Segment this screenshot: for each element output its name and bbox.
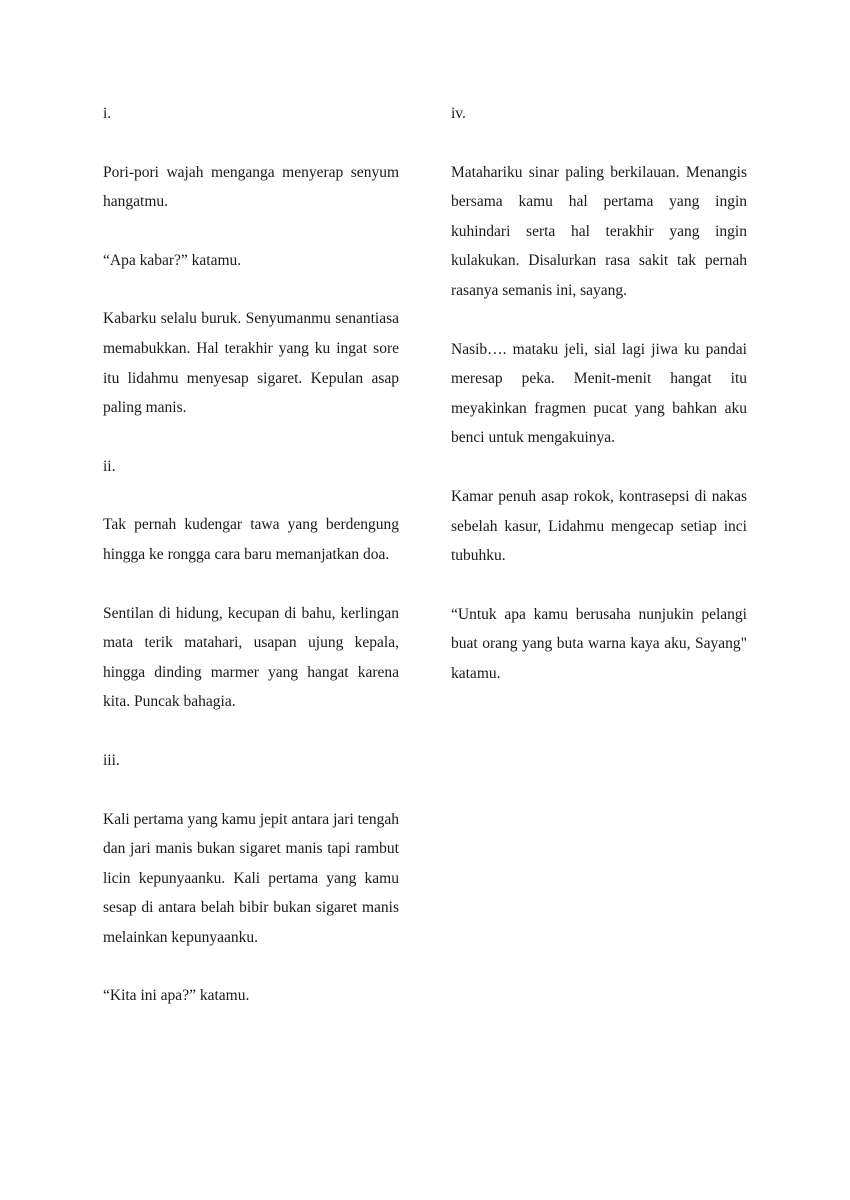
left-column <box>103 99 399 1040</box>
section-heading-iii: iii. <box>103 751 120 769</box>
right-column <box>451 99 747 718</box>
paragraph: Kali pertama yang kamu jepit antara jari tengah dan jari manis bukan sigaret manis tapi rambut licin kepunyaanku. Kali pertama yang kamu sesap di antara belah bibir bukan sigaret manis melainkan kepunyaanku. <box>103 810 399 946</box>
section-heading-iv: iv. <box>451 105 466 122</box>
paragraph: Tak pernah kudengar tawa yang berdengung hingga ke rongga cara baru memanjatkan doa. <box>103 516 399 563</box>
paragraph: “Apa kabar?” katamu. <box>103 251 242 269</box>
section-heading-i: i. <box>103 105 112 122</box>
section-heading-ii: ii. <box>103 457 116 475</box>
paragraph: Sentilan di hidung, kecupan di bahu, kerlingan mata terik matahari, usapan ujung kepala, hingga dinding marmer yang hangat karena kita. Puncak bahagia. <box>103 604 399 711</box>
paragraph: Nasib…. mataku jeli, sial lagi jiwa ku pandai meresap peka. Menit-menit hangat itu meyakinkan fragmen pucat yang bahkan aku benci untuk mengakuinya. <box>451 340 747 447</box>
paragraph: “Kita ini apa?” katamu. <box>103 987 250 1005</box>
paragraph: Kamar penuh asap rokok, kontrasepsi di nakas sebelah kasur, Lidahmu mengecap setiap inci tubuhku. <box>451 487 747 565</box>
paragraph: Pori-pori wajah menganga menyerap senyum hangatmu. <box>103 163 399 211</box>
paragraph: “Untuk apa kamu berusaha nunjukin pelangi buat orang yang buta warna kaya aku, Sayang" katamu. <box>451 605 747 682</box>
paragraph: Matahariku sinar paling berkilauan. Menangis bersama kamu hal pertama yang ingin kuhindari serta hal terakhir yang ingin kulakukan. Disalurkan rasa sakit tak pernah rasanya semanis ini, sayang. <box>451 163 747 299</box>
paragraph: Kabarku selalu buruk. Senyumanmu senantiasa memabukkan. Hal terakhir yang ku ingat sore itu lidahmu menyesap sigaret. Kepulan asap paling manis. <box>103 310 399 417</box>
